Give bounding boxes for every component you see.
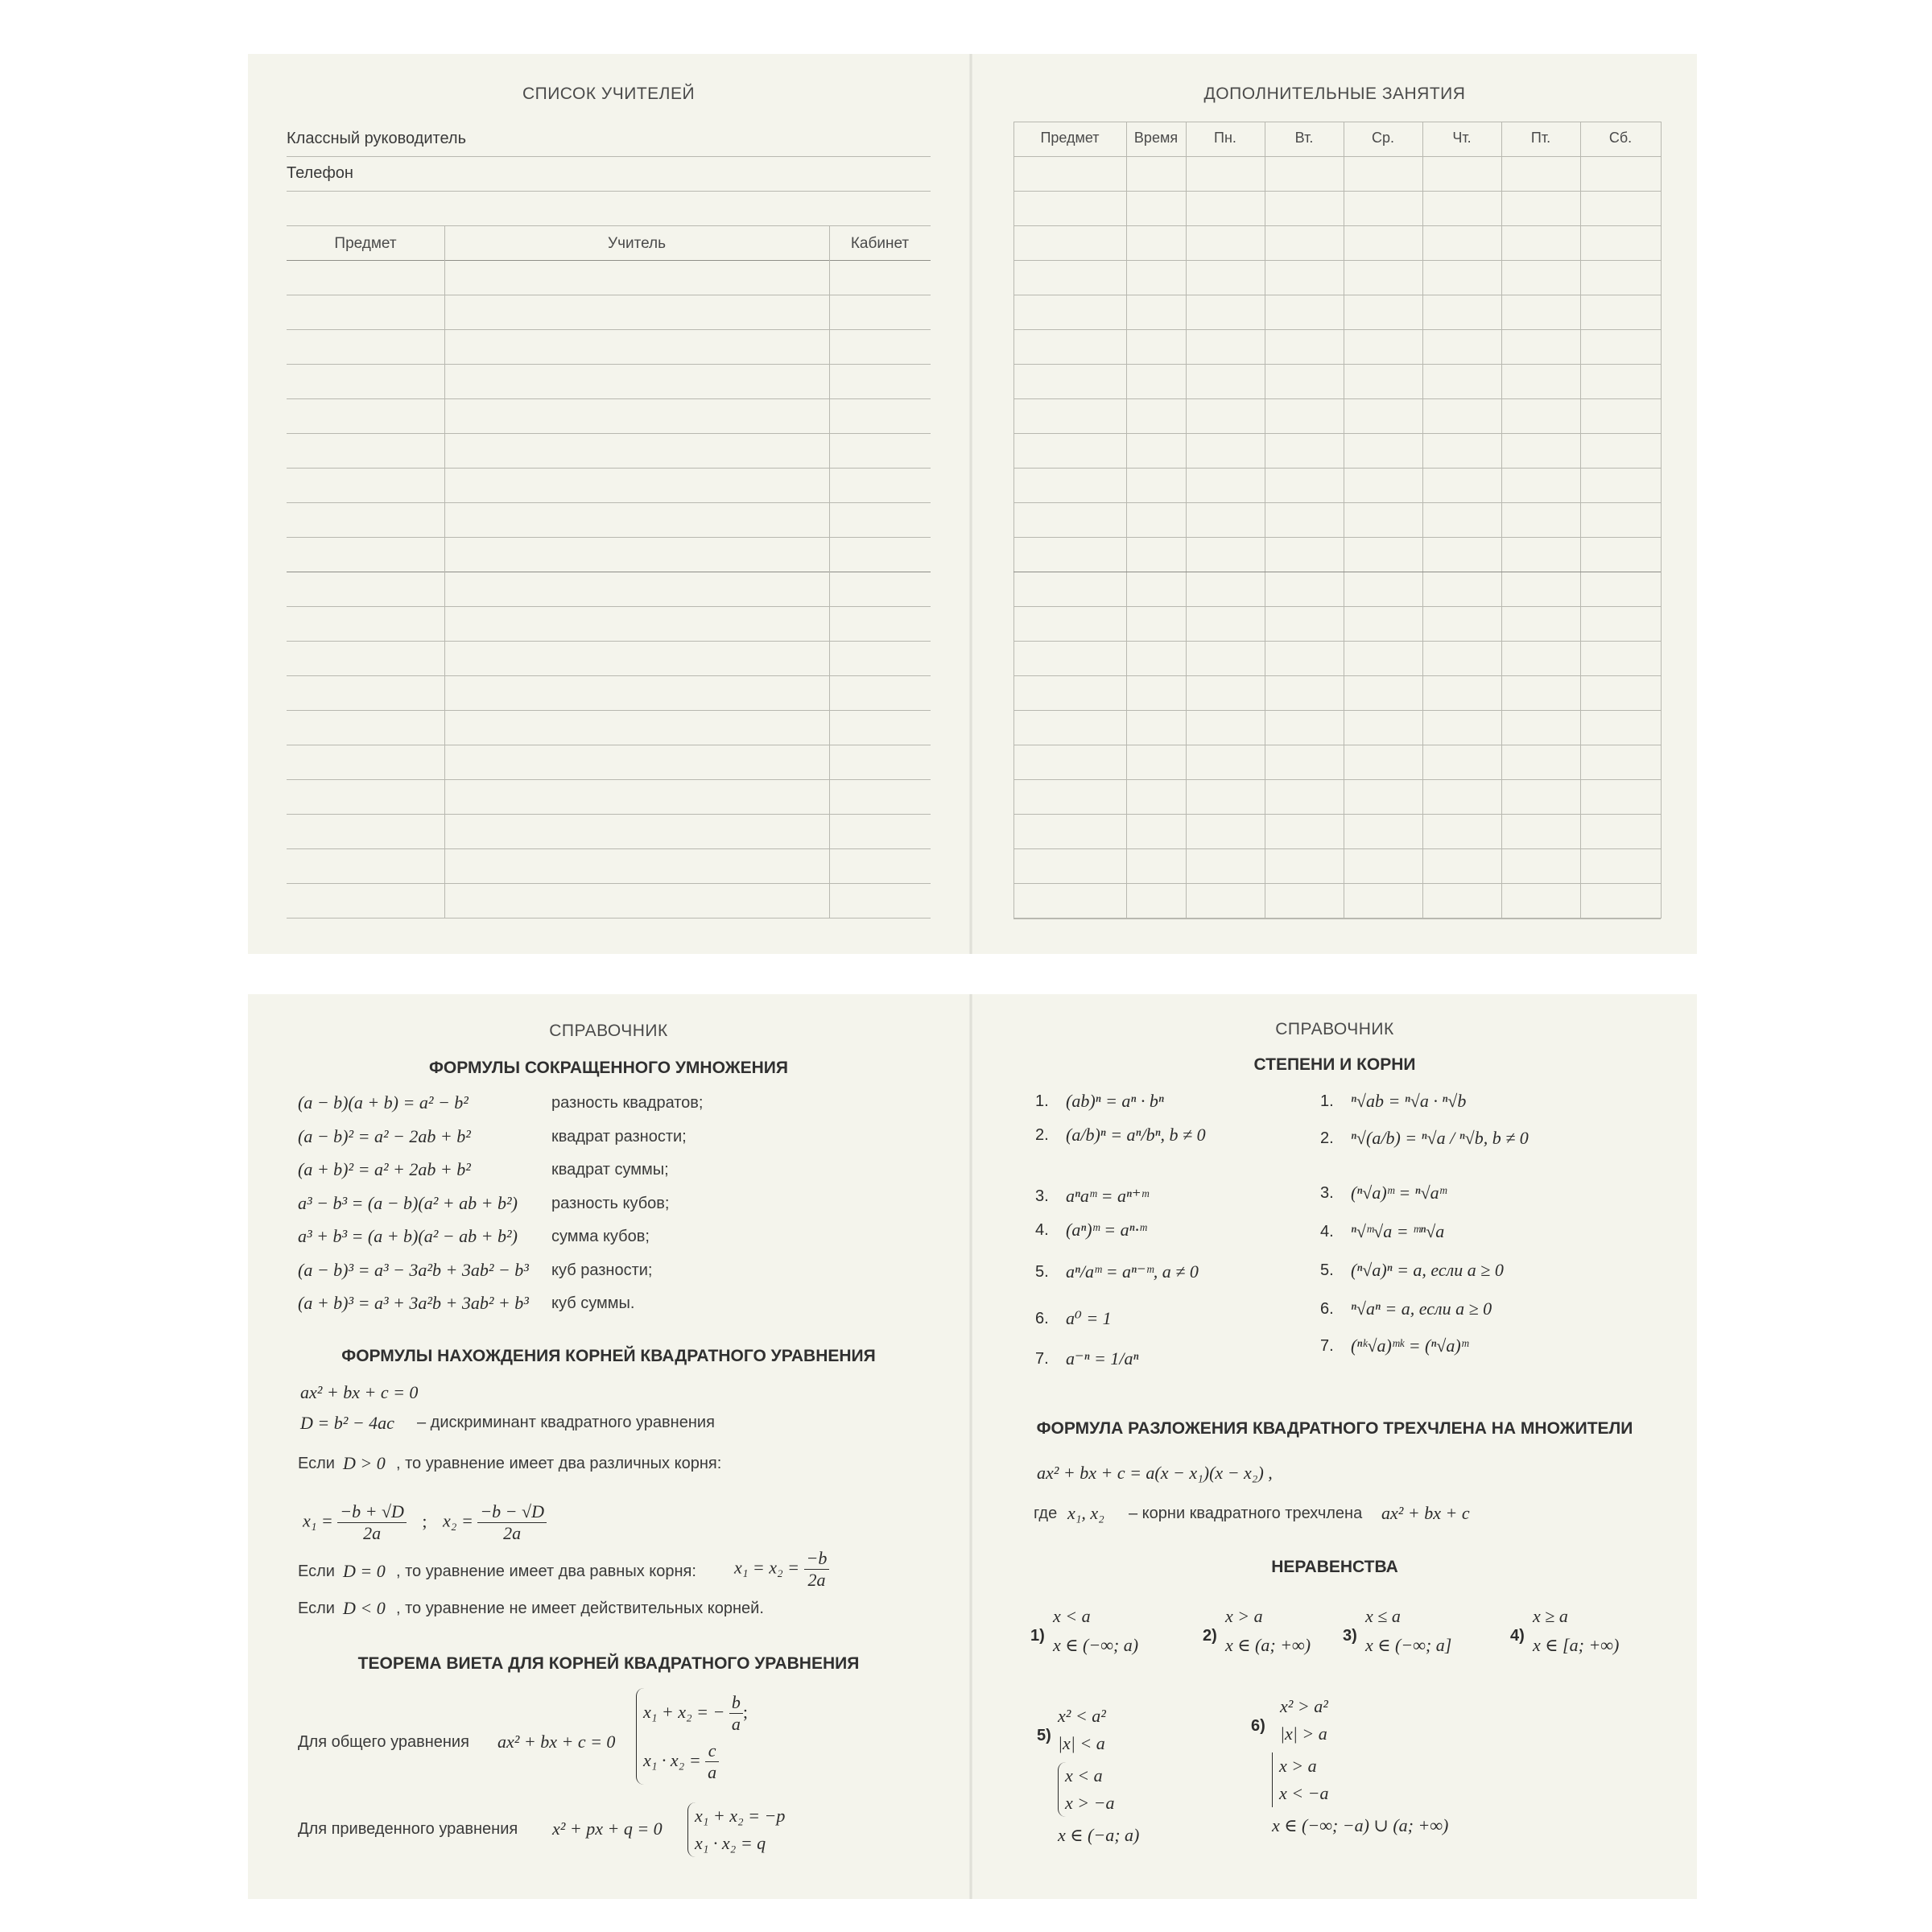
- reduced-equation-text: Для приведенного уравнения: [298, 1820, 518, 1838]
- sec-factor-heading: ФОРМУЛА РАЗЛОЖЕНИЯ КВАДРАТНОГО ТРЕХЧЛЕНА НА МНОЖИТЕЛИ: [1036, 1419, 1633, 1438]
- root-number: 3.: [1320, 1184, 1334, 1202]
- ineq-number: 2): [1203, 1627, 1217, 1645]
- ineq-solution: x ∈ (−∞; a]: [1365, 1635, 1452, 1655]
- equal-roots-formula: [734, 1548, 829, 1591]
- table-row-line: [287, 364, 931, 365]
- ineq-solution: x ∈ (−∞; a): [1053, 1635, 1139, 1655]
- extra-header-wed: Ср.: [1371, 130, 1394, 146]
- teachers-header-subject: Предмет: [334, 235, 397, 252]
- grid-col-line: [1422, 122, 1423, 919]
- discriminant-formula: D = b² − 4ac: [300, 1413, 394, 1433]
- extra-header-thu: Чт.: [1452, 130, 1472, 146]
- bottom-spread: [248, 994, 1697, 1899]
- vieta-sum-num: b: [729, 1692, 743, 1714]
- grid-row-line: [1013, 364, 1661, 365]
- ineq-5-b: |x| < a: [1058, 1733, 1105, 1753]
- formula-description: разность кубов;: [551, 1194, 670, 1212]
- vieta-product-fraction: [705, 1740, 719, 1783]
- ineq-5-block: [1058, 1703, 1139, 1849]
- table-top-line: [287, 225, 931, 226]
- vieta-product-left: x₁ · x₂ =: [643, 1750, 701, 1770]
- grid-row-line: [1013, 191, 1661, 192]
- top-spread: [248, 54, 1697, 954]
- vieta-sum-left: x₁ + x₂ = −: [643, 1702, 725, 1722]
- formula-expression: a³ + b³ = (a + b)(a² − ab + b²): [298, 1226, 518, 1246]
- page-fold: [969, 994, 972, 1899]
- sec-quadratic-roots-heading: ФОРМУЛЫ НАХОЖДЕНИЯ КОРНЕЙ КВАДРАТНОГО УРАВНЕНИЯ: [341, 1347, 876, 1365]
- x1-label: x₁ =: [303, 1510, 333, 1531]
- d-positive: D > 0: [343, 1453, 386, 1473]
- grid-row-line: [1013, 779, 1661, 780]
- formula-description: сумма кубов;: [551, 1228, 650, 1245]
- sec-inequalities-heading: НЕРАВЕНСТВА: [1271, 1558, 1398, 1576]
- power-formula: aⁿaᵐ = aⁿ⁺ᵐ: [1066, 1186, 1149, 1206]
- ineq-number: 4): [1510, 1627, 1525, 1645]
- power-number: 7.: [1035, 1350, 1049, 1368]
- table-row-line: [287, 329, 931, 330]
- page-fold: [969, 54, 972, 954]
- general-equation: ax² + bx + c = 0: [497, 1732, 616, 1752]
- d-negative: D < 0: [343, 1598, 386, 1618]
- ineq-condition: x > a: [1225, 1606, 1263, 1626]
- grid-col-line: [1501, 122, 1502, 919]
- formula-description: квадрат разности;: [551, 1127, 687, 1146]
- formula-description: разность квадратов;: [551, 1094, 704, 1112]
- d-zero: D = 0: [343, 1561, 386, 1581]
- grid-col-line: [1661, 122, 1662, 919]
- if-word-2: Если: [298, 1563, 335, 1580]
- x2-numerator: −b − √D: [477, 1501, 547, 1523]
- where-roots: x₁, x₂: [1067, 1503, 1104, 1523]
- grid-row-line: [1013, 814, 1661, 815]
- formula-expression: a³ − b³ = (a − b)(a² + ab + b²): [298, 1192, 518, 1213]
- formula-description: квадрат суммы;: [551, 1161, 669, 1179]
- ref-left-title: СПРАВОЧНИК: [549, 1022, 668, 1040]
- ineq-6-e: x ∈ (−∞; −a) ∪ (a; +∞): [1272, 1815, 1449, 1835]
- ineq-condition: x ≥ a: [1533, 1606, 1568, 1626]
- formula-description: куб разности;: [551, 1261, 653, 1279]
- general-equation-text: Для общего уравнения: [298, 1733, 469, 1751]
- table-row-line: [287, 814, 931, 815]
- root-number: 5.: [1320, 1261, 1334, 1279]
- grid-row-line: [1013, 883, 1661, 884]
- power-number: 3.: [1035, 1187, 1049, 1205]
- grid-row-line: [1013, 225, 1661, 226]
- grid-row-line: [1013, 329, 1661, 330]
- formula-description: куб суммы.: [551, 1294, 635, 1312]
- quadratic-equation: ax² + bx + c = 0: [300, 1382, 419, 1402]
- vieta-general-system: [636, 1688, 748, 1785]
- grid-row-line: [1013, 537, 1661, 538]
- grid-row-line: [1013, 260, 1661, 261]
- if-word: Если: [298, 1455, 335, 1472]
- x2-label: x₂ =: [443, 1510, 473, 1531]
- vieta-brace: [636, 1688, 748, 1785]
- power-formula: (a/b)ⁿ = aⁿ/bⁿ, b ≠ 0: [1066, 1125, 1206, 1145]
- extra-table: [1013, 122, 1661, 919]
- ineq-5-number: 5): [1037, 1727, 1051, 1744]
- where-text-2: – корни квадратного трехчлена: [1129, 1505, 1363, 1522]
- discriminant-text: – дискриминант квадратного уравнения: [417, 1414, 715, 1431]
- root-formula: ⁿ√(a/b) = ⁿ√a / ⁿ√b, b ≠ 0: [1351, 1128, 1529, 1148]
- formula-expression: (a − b)² = a² − 2ab + b²: [298, 1125, 471, 1146]
- root-formula: (ⁿ√a)ⁿ = a, если a ≥ 0: [1351, 1260, 1504, 1280]
- power-number: 1.: [1035, 1092, 1049, 1110]
- root-number: 2.: [1320, 1129, 1334, 1147]
- ineq-6-d: x < −a: [1279, 1783, 1329, 1803]
- grid-row-line: [1013, 675, 1661, 676]
- x12-label: x₁ = x₂ =: [734, 1557, 800, 1578]
- reduced-product: x₁ · x₂ = q: [695, 1833, 766, 1853]
- grid-row-line: [1013, 502, 1661, 503]
- ineq-number: 3): [1343, 1627, 1357, 1645]
- teachers-title: СПИСОК УЧИТЕЛЕЙ: [522, 85, 696, 103]
- table-row-line: [287, 848, 931, 849]
- ineq-6-b: |x| > a: [1280, 1724, 1327, 1744]
- power-number: 2.: [1035, 1126, 1049, 1144]
- vieta-sum: x₁ + x₂ = − $\frac{b}{a}$ ;: [643, 1692, 748, 1735]
- grid-row-line: [1013, 641, 1661, 642]
- x2-denominator: 2a: [503, 1523, 522, 1543]
- d-positive-text: , то уравнение имеет два различных корня:: [396, 1455, 722, 1472]
- root-formula: (ⁿ√a)ᵐ = ⁿ√aᵐ: [1351, 1183, 1447, 1203]
- root-formula: ⁿ√ab = ⁿ√a · ⁿ√b: [1351, 1091, 1467, 1111]
- homeroom-line: [287, 156, 931, 157]
- table-row-line: [287, 433, 931, 434]
- sec-powers-heading: СТЕПЕНИ И КОРНИ: [1253, 1055, 1416, 1074]
- ineq-6-number: 6): [1251, 1717, 1265, 1735]
- table-row-line: [287, 502, 931, 503]
- root-formula: ⁿ√ᵐ√a = ᵐⁿ√a: [1351, 1221, 1445, 1241]
- formula-expression: (a + b)² = a² + 2ab + b²: [298, 1159, 471, 1179]
- homeroom-label: Классный руководитель: [287, 130, 466, 147]
- ineq-5-a: x² < a²: [1058, 1706, 1106, 1726]
- table-col-divider: [829, 225, 830, 918]
- power-formula: a⁻ⁿ = 1/aⁿ: [1066, 1348, 1139, 1368]
- ineq-6-a: x² > a²: [1280, 1696, 1328, 1716]
- x1-numerator: −b + √D: [337, 1501, 407, 1523]
- power-number: 4.: [1035, 1221, 1049, 1239]
- reduced-equation: x² + px + q = 0: [552, 1818, 663, 1839]
- factor-formula: ax² + bx + c = a(x − x₁)(x − x₂) ,: [1037, 1463, 1273, 1483]
- vieta-product-num: c: [705, 1740, 719, 1762]
- extra-header-fri: Пт.: [1530, 130, 1551, 146]
- grid-row-line: [1013, 606, 1661, 607]
- teachers-table: [287, 225, 931, 918]
- d-negative-text: , то уравнение не имеет действительных корней.: [396, 1600, 764, 1617]
- vieta-sum-den: a: [731, 1714, 741, 1735]
- ineq-solution: x ∈ [a; +∞): [1533, 1635, 1620, 1655]
- power-number: 6.: [1035, 1310, 1049, 1327]
- x12-denominator: 2a: [807, 1570, 826, 1590]
- power-formula: (ab)ⁿ = aⁿ · bⁿ: [1066, 1091, 1164, 1111]
- root-number: 4.: [1320, 1223, 1334, 1241]
- reduced-sum: x₁ + x₂ = −p: [695, 1806, 786, 1826]
- grid-header-line: [1013, 156, 1661, 157]
- table-row-line: [287, 641, 931, 642]
- sec-short-mult-heading: ФОРМУЛЫ СОКРАЩЕННОГО УМНОЖЕНИЯ: [429, 1059, 788, 1077]
- phone-line: [287, 191, 931, 192]
- x1-fraction: [337, 1501, 407, 1544]
- teachers-header-room: Кабинет: [850, 235, 910, 252]
- extra-header-subject: Предмет: [1040, 130, 1100, 146]
- table-row-line: [287, 606, 931, 607]
- x12-fraction: [804, 1548, 830, 1591]
- grid-col-line: [1013, 122, 1014, 919]
- if-word-3: Если: [298, 1600, 335, 1617]
- formula-expression: (a − b)(a + b) = a² − b²: [298, 1092, 469, 1113]
- where-trinomial: ax² + bx + c: [1381, 1503, 1470, 1523]
- phone-label: Телефон: [287, 164, 353, 182]
- root-number: 1.: [1320, 1092, 1334, 1110]
- vieta-sum-fraction: [729, 1692, 743, 1735]
- extra-header-tue: Вт.: [1294, 130, 1314, 146]
- ineq-6-c: x > a: [1279, 1756, 1317, 1776]
- teachers-header-teacher: Учитель: [608, 235, 666, 252]
- table-row-line: [287, 675, 931, 676]
- vieta-reduced-system: [687, 1802, 785, 1857]
- extra-title: ДОПОЛНИТЕЛЬНЫЕ ЗАНЯТИЯ: [1203, 85, 1466, 103]
- table-header-line: [287, 260, 931, 261]
- vieta-product-den: a: [708, 1762, 717, 1783]
- power-formula: aⁿ/aᵐ = aⁿ⁻ᵐ, a ≠ 0: [1066, 1261, 1199, 1282]
- grid-row-line: [1013, 848, 1661, 849]
- table-row-line: [287, 537, 931, 538]
- ineq-condition: x < a: [1053, 1606, 1091, 1626]
- vieta-product: [643, 1736, 748, 1785]
- where-text: где: [1034, 1505, 1058, 1522]
- ineq-6-block: [1272, 1693, 1448, 1839]
- grid-col-line: [1126, 122, 1127, 919]
- extra-header-time: Время: [1133, 130, 1179, 146]
- ref-right-title: СПРАВОЧНИК: [1275, 1020, 1394, 1038]
- table-row-line: [287, 883, 931, 884]
- d-zero-text: , то уравнение имеет два равных корня:: [396, 1563, 696, 1580]
- x1-denominator: 2a: [363, 1523, 382, 1543]
- ineq-5-c: x < a: [1065, 1765, 1103, 1785]
- table-row-line: [287, 779, 931, 780]
- table-row-line: [287, 398, 931, 399]
- separator: ;: [422, 1510, 427, 1531]
- table-row-line: [287, 468, 931, 469]
- x12-numerator: −b: [804, 1548, 830, 1570]
- root-formula: ⁿ√aⁿ = a, если a ≥ 0: [1351, 1298, 1492, 1319]
- extra-header-mon: Пн.: [1214, 130, 1236, 146]
- ineq-5-d: x > −a: [1065, 1793, 1115, 1813]
- power-formula: a⁰ = 1: [1066, 1308, 1112, 1328]
- extra-header-sat: Сб.: [1608, 130, 1633, 146]
- ineq-condition: x ≤ a: [1365, 1606, 1401, 1626]
- table-row-line: [287, 918, 931, 919]
- roots-formula: [303, 1501, 547, 1544]
- power-number: 5.: [1035, 1263, 1049, 1281]
- table-row-line: [287, 710, 931, 711]
- ineq-number: 1): [1030, 1627, 1045, 1645]
- root-formula: (ⁿᵏ√a)ᵐᵏ = (ⁿ√a)ᵐ: [1351, 1335, 1468, 1356]
- root-number: 7.: [1320, 1337, 1334, 1355]
- grid-row-line: [1013, 398, 1661, 399]
- reduced-brace: [687, 1802, 785, 1857]
- grid-row-line: [1013, 433, 1661, 434]
- formula-expression: (a + b)³ = a³ + 3a²b + 3ab² + b³: [298, 1293, 529, 1313]
- grid-row-line: [1013, 468, 1661, 469]
- formula-expression: (a − b)³ = a³ − 3a²b + 3ab² − b³: [298, 1259, 529, 1280]
- x2-fraction: [477, 1501, 547, 1544]
- ineq-5-e: x ∈ (−a; a): [1058, 1825, 1140, 1845]
- sec-vieta-heading: ТЕОРЕМА ВИЕТА ДЛЯ КОРНЕЙ КВАДРАТНОГО УРАВНЕНИЯ: [357, 1654, 860, 1673]
- ineq-solution: x ∈ (a; +∞): [1225, 1635, 1311, 1655]
- grid-col-line: [1186, 122, 1187, 919]
- grid-row-line: [1013, 710, 1661, 711]
- ineq-5-system: [1058, 1762, 1114, 1817]
- root-number: 6.: [1320, 1300, 1334, 1318]
- ineq-6-system: [1272, 1752, 1328, 1807]
- table-col-divider: [444, 225, 445, 918]
- grid-col-line: [1580, 122, 1581, 919]
- power-formula: (aⁿ)ᵐ = aⁿ·ᵐ: [1066, 1220, 1147, 1240]
